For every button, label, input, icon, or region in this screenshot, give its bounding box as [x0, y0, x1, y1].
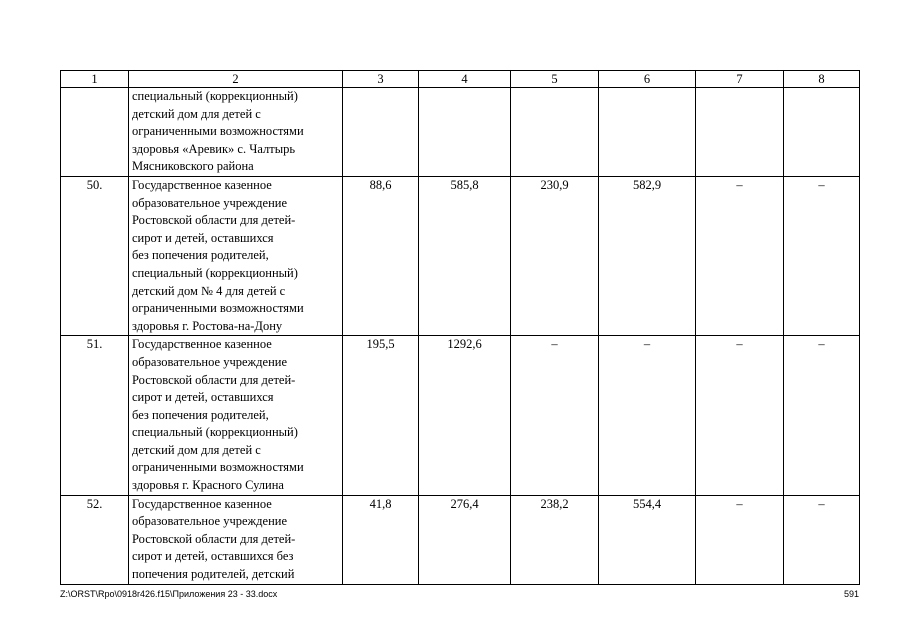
header-row [61, 71, 860, 88]
value-col-8 [784, 88, 860, 177]
value-col-7: – [696, 176, 784, 335]
column-header-5: 5 [511, 71, 599, 88]
column-header-1: 1 [61, 71, 129, 88]
file-path-footer: Z:\ORST\Rpo\0918r426.f15\Приложения 23 - 33.docx [60, 589, 278, 599]
value-col-8: – [784, 176, 860, 335]
table-header [61, 71, 860, 88]
row-number [61, 88, 129, 177]
value-col-6: – [599, 336, 696, 495]
value-col-8: – [784, 495, 860, 584]
value-col-8: – [784, 336, 860, 495]
column-header-2: 2 [129, 71, 343, 88]
institution-name: Государственное казенное образовательное учреждение Ростовской области для детей- сирот и детей, оставшихся без попечения родителей, специальный (коррекционный) детский дом № 4 для детей с ограниченными возможностями здоровья г. Ростова-на-Дону [129, 176, 343, 335]
value-col-3: 195,5 [343, 336, 419, 495]
institution-name: специальный (коррекционный) детский дом для детей с ограниченными возможностями здоровья «Аревик» с. Чалтырь Мясниковского района [129, 88, 343, 177]
value-col-4: 1292,6 [419, 336, 511, 495]
value-col-7 [696, 88, 784, 177]
table-row [61, 176, 860, 335]
column-header-8: 8 [784, 71, 860, 88]
value-col-7: – [696, 495, 784, 584]
value-col-3 [343, 88, 419, 177]
column-header-3: 3 [343, 71, 419, 88]
institution-name: Государственное казенное образовательное учреждение Ростовской области для детей- сирот и детей, оставшихся без попечения родителей, детский [129, 495, 343, 584]
page-number: 591 [843, 589, 859, 599]
table-row [61, 495, 860, 584]
row-number: 52. [61, 495, 129, 584]
value-col-4: 276,4 [419, 495, 511, 584]
value-col-6: 554,4 [599, 495, 696, 584]
value-col-5: 238,2 [511, 495, 599, 584]
row-number: 51. [61, 336, 129, 495]
institution-name: Государственное казенное образовательное учреждение Ростовской области для детей- сирот и детей, оставшихся без попечения родителей, специальный (коррекционный) детский дом для детей с ограниченными возможностями здоровья г. Красного Сулина [129, 336, 343, 495]
value-col-4: 585,8 [419, 176, 511, 335]
value-col-7: – [696, 336, 784, 495]
value-col-3: 88,6 [343, 176, 419, 335]
value-col-5: – [511, 336, 599, 495]
row-number: 50. [61, 176, 129, 335]
value-col-5 [511, 88, 599, 177]
column-header-7: 7 [696, 71, 784, 88]
column-header-6: 6 [599, 71, 696, 88]
data-table [60, 70, 860, 585]
table-row [61, 336, 860, 495]
table-body [61, 88, 860, 585]
value-col-3: 41,8 [343, 495, 419, 584]
value-col-6 [599, 88, 696, 177]
value-col-6: 582,9 [599, 176, 696, 335]
value-col-4 [419, 88, 511, 177]
value-col-5: 230,9 [511, 176, 599, 335]
table-row [61, 88, 860, 177]
column-header-4: 4 [419, 71, 511, 88]
